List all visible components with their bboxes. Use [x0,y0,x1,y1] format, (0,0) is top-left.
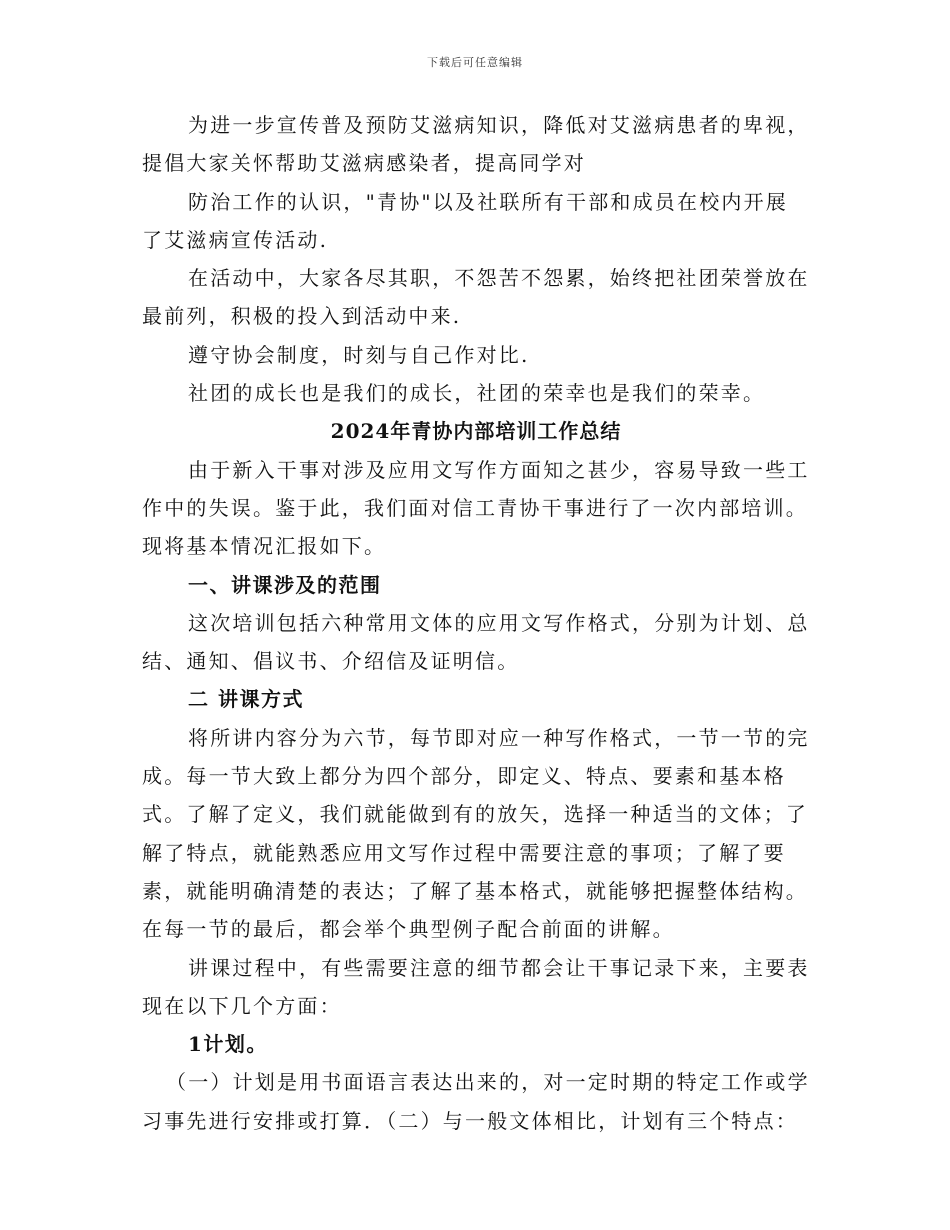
section-2-paragraph: 将所讲内容分为六节，每节即对应一种写作格式，一节一节的完成。每一节大致上都分为四个部分，即定义、特点、要素和基本格式。了解了定义，我们就能做到有的放矢，选择一种适当的文体；了解了特点，就能熟悉应用文写作过程中需要注意的事项；了解了要素，就能明确清楚的表达；了解了基本格式，就能够把握整体结构。在每一节的最后，都会举个典型例子配合前面的讲解。 [142,725,810,942]
notes-paragraph: 讲课过程中，有些需要注意的细节都会让干事记录下来，主要表现在以下几个方面： [142,955,810,1018]
intro-paragraph-3: 在活动中，大家各尽其职，不怨苦不怨累，始终把社团荣誉放在最前列，积极的投入到活动中来. [142,266,810,329]
section-2-heading: 二 讲课方式 [188,687,304,712]
plan-heading: 1计划。 [188,1032,268,1057]
intro-paragraph-1: 为进一步宣传普及预防艾滋病知识，降低对艾滋病患者的卑视，提倡大家关怀帮助艾滋病感染者，提高同学对 [142,113,810,176]
section-1-heading: 一、讲课涉及的范围 [188,572,382,597]
section-1-paragraph: 这次培训包括六种常用文体的应用文写作格式，分别为计划、总结、通知、倡议书、介绍信及证明信。 [142,610,810,674]
intro-paragraph-2: 防治工作的认识，"青协"以及社联所有干部和成员在校内开展了艾滋病宣传活动. [142,189,788,252]
intro-paragraph-5: 社团的成长也是我们的成长，社团的荣幸也是我们的荣幸。 [188,381,766,406]
document-body [142,106,810,1140]
intro-paragraph-4: 遵守协会制度，时刻与自己作对比. [188,342,530,367]
report-intro-paragraph: 由于新入干事对涉及应用文写作方面知之甚少，容易导致一些工作中的失误。鉴于此，我们面对信工青协干事进行了一次内部培训。现将基本情况汇报如下。 [142,457,810,559]
plan-paragraph: （一）计划是用书面语言表达出来的，对一定时期的特定工作或学习事先进行安排或打算．（二）与一般文体相比，计划有三个特点： [142,1070,810,1133]
report-title: 2024年青协内部培训工作总结 [330,419,622,444]
page-header-note: 下载后可任意编辑 [427,56,523,69]
